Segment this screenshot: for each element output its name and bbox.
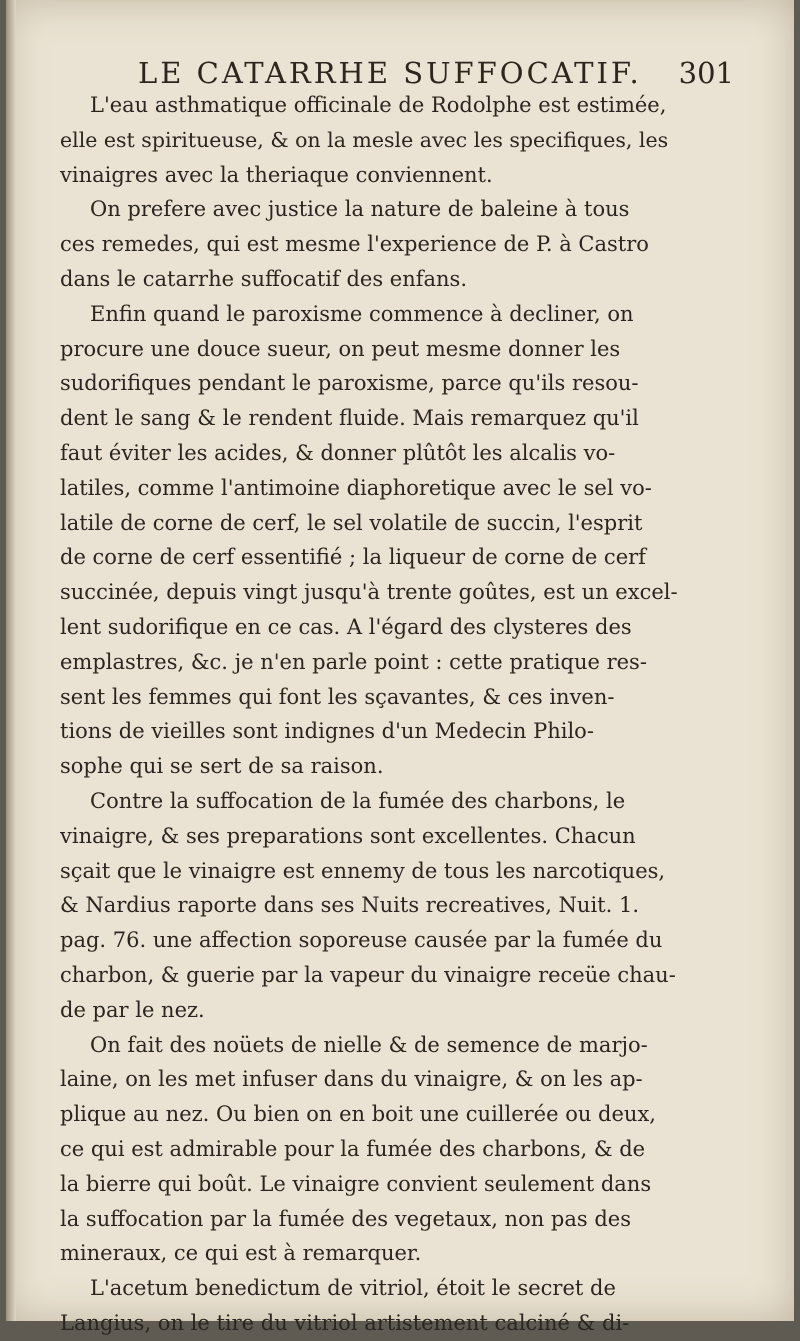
- text-line: dans le catarrhe suffocatif des enfans.: [60, 266, 467, 291]
- book-page: [6, 0, 794, 1335]
- text-line: vinaigre, & ses preparations sont excellentes. Chacun: [60, 823, 636, 848]
- text-line: sçait que le vinaigre est ennemy de tous les narcotiques,: [60, 858, 666, 883]
- page-body: [60, 88, 680, 1341]
- text-line: elle est spiritueuse, & on la mesle avec les specifiques, les: [60, 127, 669, 152]
- text-line: Enfin quand le paroxisme commence à decliner, on: [90, 301, 634, 326]
- text-line: plique au nez. Ou bien on en boit une cuillerée ou deux,: [60, 1102, 656, 1127]
- running-title: LE CATARRHE SUFFOCATIF.: [138, 56, 642, 90]
- text-line: On fait des noüets de nielle & de semence de marjo-: [90, 1032, 648, 1057]
- text-line: la bierre qui boût. Le vinaigre convient seulement dans: [60, 1171, 652, 1196]
- text-line: L'eau asthmatique officinale de Rodolphe est estimée,: [90, 93, 667, 117]
- text-line: procure une douce sueur, on peut mesme donner les: [60, 336, 621, 361]
- text-line: latile de corne de cerf, le sel volatile de succin, l'esprit: [60, 510, 643, 535]
- text-line: Contre la suffocation de la fumée des charbons, le: [90, 788, 626, 813]
- text-line: mineraux, ce qui est à remarquer.: [60, 1241, 422, 1266]
- page-gutter-shadow: [6, 0, 16, 1321]
- text-line: sudorifiques pendant le paroxisme, parce qu'ils resou-: [60, 371, 639, 396]
- text-line: lent sudorifique en ce cas. A l'égard des clysteres des: [60, 614, 632, 639]
- text-line: Langius, on le tire du vitriol artistement calciné & di-: [60, 1310, 630, 1335]
- page-number: 301: [678, 56, 734, 90]
- text-line: vinaigres avec la theriaque conviennent.: [60, 162, 493, 187]
- text-line: L'acetum benedictum de vitriol, étoit le secret de: [90, 1276, 616, 1301]
- text-line: faut éviter les acides, & donner plûtôt les alcalis vo-: [60, 440, 616, 465]
- text-line: dent le sang & le rendent fluide. Mais remarquez qu'il: [60, 406, 639, 431]
- text-line: tions de vieilles sont indignes d'un Medecin Philo-: [60, 719, 594, 744]
- text-line: On prefere avec justice la nature de baleine à tous: [90, 197, 630, 222]
- text-line: de par le nez.: [60, 997, 205, 1022]
- text-line: pag. 76. une affection soporeuse causée par la fumée du: [60, 928, 663, 953]
- text-line: ces remedes, qui est mesme l'experience de P. à Castro: [60, 232, 649, 257]
- text-line: sent les femmes qui font les sçavantes, & ces inven-: [60, 684, 615, 709]
- text-line: la suffocation par la fumée des vegetaux, non pas des: [60, 1206, 631, 1231]
- text-line: latiles, comme l'antimoine diaphoretique avec le sel vo-: [60, 475, 652, 500]
- text-line: emplastres, &c. je n'en parle point : cette pratique res-: [60, 649, 647, 674]
- text-line: laine, on les met infuser dans du vinaigre, & on les ap-: [60, 1067, 643, 1092]
- text-line: succinée, depuis vingt jusqu'à trente goûtes, est un excel-: [60, 580, 678, 605]
- text-line: charbon, & guerie par la vapeur du vinaigre receüe chau-: [60, 962, 676, 987]
- text-line: ce qui est admirable pour la fumée des charbons, & de: [60, 1136, 646, 1161]
- text-line: & Nardius raporte dans ses Nuits recreatives, Nuit. 1.: [60, 893, 639, 918]
- text-line: sophe qui se sert de sa raison.: [60, 754, 384, 779]
- text-line: de corne de cerf essentifié ; la liqueur de corne de cerf: [60, 545, 646, 570]
